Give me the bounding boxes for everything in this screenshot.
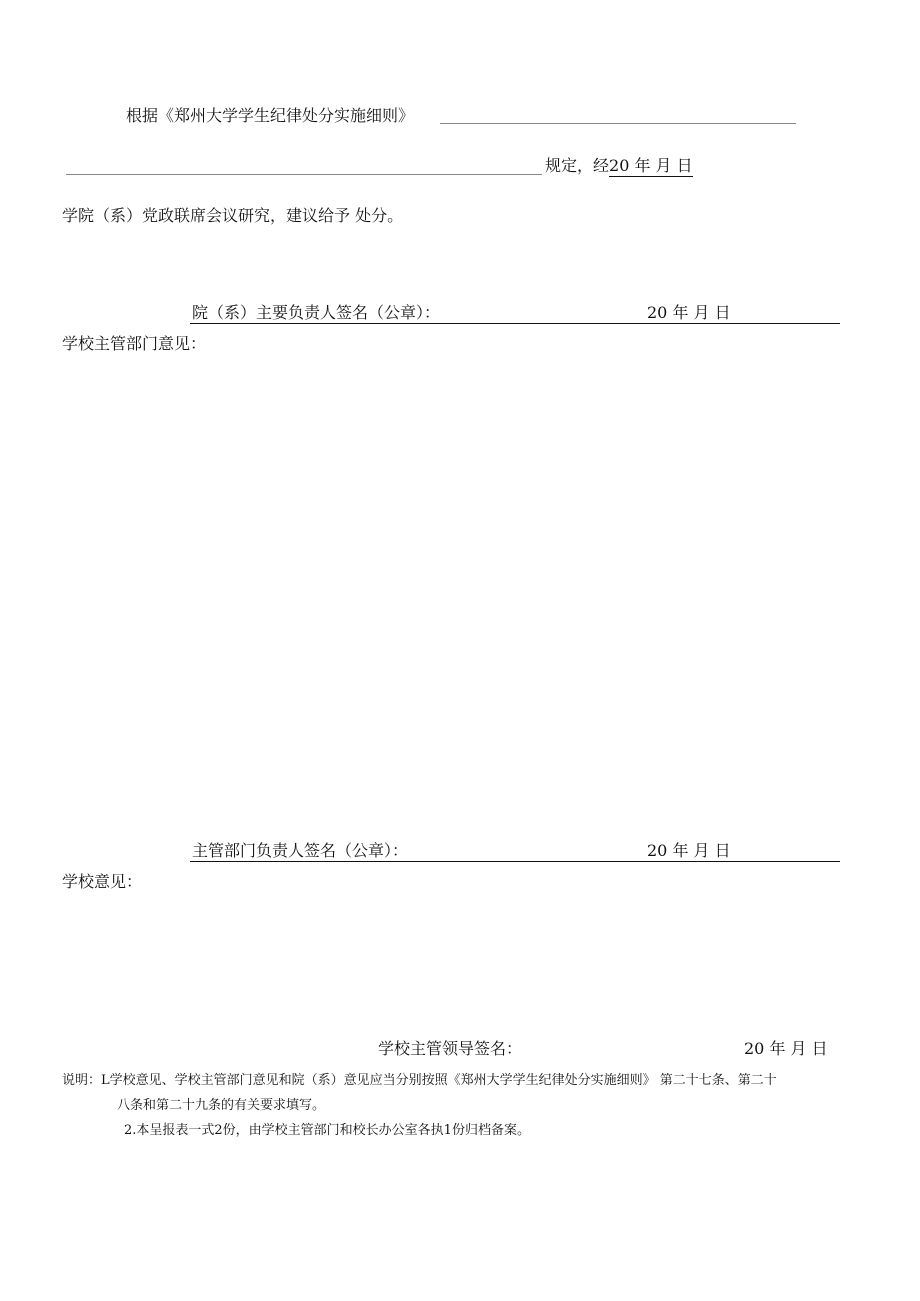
intro-blank-line-1 [440,123,796,124]
notes-item-2: 2.本呈报表一式2份，由学校主管部门和校长办公室各执1份归档备案。 [124,1123,530,1138]
college-signature-date: 20 年 月 日 [647,303,731,322]
intro-blank-line-2 [66,174,542,175]
notes-prefix: 说明： [62,1073,102,1088]
notes-item-1-line-2: 八条和第二十九条的有关要求填写。 [117,1098,326,1113]
intro-line-3: 学院（系）党政联席会议研究，建议给予 处分。 [62,206,404,225]
department-signature-line [190,861,840,862]
department-opinion-heading: 学校主管部门意见： [62,334,207,353]
intro-regulation-suffix: 规定，经 [545,156,610,175]
school-signature-label: 学校主管领导签名： [378,1039,523,1058]
notes-item-1-line-1 [62,1074,777,1087]
school-opinion-heading: 学校意见： [62,872,143,891]
intro-meeting-date: 20 年 月 日 [609,156,693,175]
notes-item-1-text: L学校意见、学校主管部门意见和院（系）意见应当分别按照《郑州大学学生纪律处分实施细则》 第二十七条、第二十 [101,1073,777,1088]
department-signature-date: 20 年 月 日 [647,841,731,860]
department-signature-label: 主管部门负责人签名（公章）： [192,841,409,860]
intro-line-1: 根据《郑州大学学生纪律处分实施细则》 [126,106,415,125]
college-signature-label: 院（系）主要负责人签名（公章）： [192,303,441,322]
college-signature-line [190,323,840,324]
school-signature-date: 20 年 月 日 [744,1039,828,1058]
intro-line-2 [545,158,693,174]
